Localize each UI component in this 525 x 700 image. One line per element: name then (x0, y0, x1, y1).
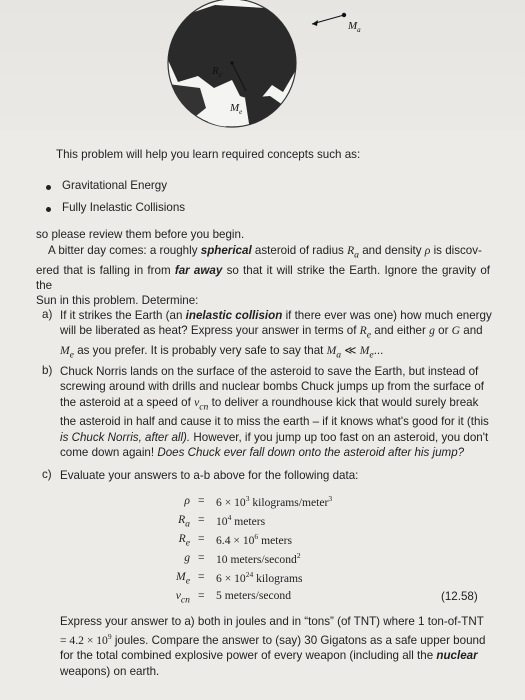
label-me: $M_e$ (230, 102, 243, 116)
label-ma: $M_a$ (348, 20, 361, 34)
bullet-icon (46, 207, 51, 212)
data-value: $6 \times 10^{24}$ kilograms (216, 570, 303, 585)
data-symbol: $R_e$ (178, 532, 190, 549)
data-symbol: g (184, 551, 190, 564)
data-value: $10^4$ meters (216, 513, 266, 528)
concept-item (62, 179, 167, 192)
data-value: 5 meters/second (216, 589, 292, 602)
data-value: 10 meters/second$^2$ (216, 551, 301, 566)
review-line: so please review them before you begin. (36, 228, 245, 241)
data-value: $6.4 \times 10^6$ meters (216, 532, 292, 547)
earth-asteroid-figure (0, 0, 525, 130)
label-re: $R_e$ (212, 65, 222, 79)
concept-item (62, 201, 185, 214)
bullet-icon (46, 185, 51, 190)
concept-label: Gravitational Energy (62, 179, 168, 192)
data-symbol: $R_a$ (178, 513, 190, 530)
part-c-label: c) (42, 468, 52, 481)
arrow-head-icon (312, 20, 318, 26)
data-symbol: $M_e$ (176, 570, 190, 587)
part-a-label: a) (42, 308, 53, 321)
equation-number: (12.58) (441, 590, 478, 603)
data-symbol: ρ (184, 494, 190, 507)
asteroid-dot (342, 13, 346, 17)
problem-statement: A bitter day comes: a roughly spherical asteroid of radius $R_a$ and density ρ is discov- ered that is falling in from far away so that it will strike the Earth. Ignore the gravity of the Sun in this problem. Determine: (36, 244, 490, 308)
data-value: $6 \times 10^3$ kilograms/meter$^3$ (216, 494, 333, 509)
page: $M_a$ $R_e$ $M_e$ This problem will help you learn required concepts such as: Gravitational Energy Fully Inelastic Collisions so please review them before you begin. A bitter day comes: a roughly spherical asteroid of radius $R_a$ and density ρ is discov- ered that is falling in from far away so that it will strike the Earth. Ignore the gravity of the Sun in this problem. Determine: a) If it strikes the Earth (an inelastic collision if there ever was one) how much energy will be liberated as heat? Express your answer in terms of $R_e$ and either g or G and $M_e$ as you prefer. It is probably very safe to say that $M_a$ ≪ $M_e$... b) Chuck Norris lands on the surface of the asteroid to save the Earth, but instead of screwing around with drills and nuclear bombs Chuck jumps up from the surface of the asteroid at a speed of $v_{cn}$ to deliver a roundhouse kick that would surely break the asteroid in half and cause it to miss the earth – if it knows what's good for it (this is Chuck Norris, after all). However, if you jump up too fast on an asteroid, you don't come down again! Does Chuck ever fall down onto the asteroid after his jump? c) Evaluate your answers to a-b above for the following data: ρ = $6 \times 10^3$ kilograms/meter$^3$ $R_a$ = $10^4$ meters $R_e$ = $6.4 \times 10^6$ meters g = 10 meters/second$^2$ $M_e$ = $6 \times 10^{24}$ kilograms $v_{cn}$ = 5 meters/second (12.58) Express your answer to a) both in joules and in “tons” (of TNT) where 1 ton-of-TNT = $4.2 \times 10^9$ joules. Compare the answer to (say) 30 Gigatons as a safe upper bound for the total combined explosive power of every weapon (including all the nuclear weapons) on earth. (0, 0, 525, 700)
part-b-label: b) (42, 364, 53, 377)
intro-text: This problem will help you learn required concepts such as: (56, 148, 361, 161)
earth-center (230, 61, 233, 64)
data-symbol: $v_{cn}$ (175, 589, 190, 606)
part-a-text: If it strikes the Earth (an inelastic collision if there ever was one) how much energy will be liberated as heat? Express your answer in terms of $R_e$ and either g or G and $M_e$ as you prefer. It is probably very safe to say that $M_a$ ≪ $M_e$... (60, 309, 492, 361)
part-b-text: Chuck Norris lands on the surface of the asteroid to save the Earth, but instead of screwing around with drills and nuclear bombs Chuck jumps up from the surface of the asteroid at a speed of $v_{cn}$ to deliver a roundhouse kick that would surely break the asteroid in half and cause it to miss the earth – if it knows what's good for it (this is Chuck Norris, after all). However, if you jump up too fast on an asteroid, you don't come down again! Does Chuck ever fall down onto the asteroid after his jump? (60, 365, 489, 459)
concept-label: Fully Inelastic Collisions (62, 201, 186, 214)
final-instructions: Express your answer to a) both in joules and in “tons” (of TNT) where 1 ton-of-TNT = $4.2 \times 10^9$ joules. Compare the answer to (say) 30 Gigatons as a safe upper bound for the total combined explosive power of every weapon (including all the nuclear weapons) on earth. (60, 615, 486, 678)
part-c-text: Evaluate your answers to a-b above for the following data: (60, 469, 359, 482)
